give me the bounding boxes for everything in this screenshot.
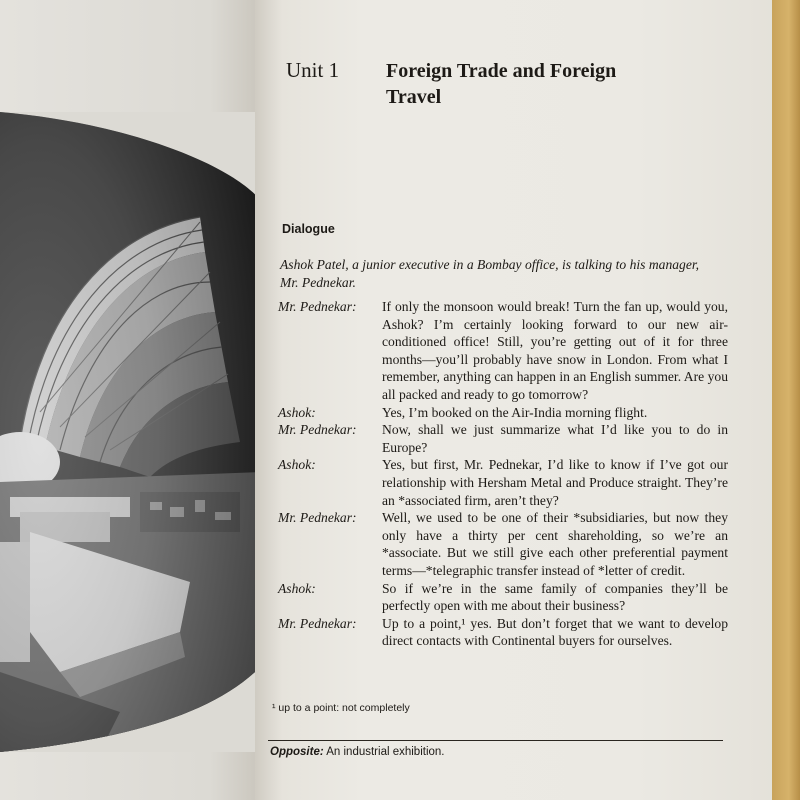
speaker: Ashok: <box>278 580 316 596</box>
unit-title: Foreign Trade and Foreign Travel <box>386 60 617 108</box>
speaker: Ashok: <box>278 457 316 473</box>
exhibition-hall-image <box>0 112 262 752</box>
speaker: Mr. Pednekar: <box>278 299 357 314</box>
intro-text: Ashok Patel, a junior executive in a Bombay office, is talking to his manager, Mr. Pednekar. <box>280 257 700 290</box>
speech: Yes, but first, Mr. Pednekar, I’d like to know if I’ve got our relationship with Hersham Metal and Produce straight. They’re an *associated firm, aren’t they? <box>382 457 728 508</box>
speech: If only the monsoon would break! Turn the fan up, would you, Ashok? I’m certainly looking forward to our new air-conditioned office! Still, you’re getting out of it for three months—you’ll probably have snow in London. From what I remember, anything can happen in an English summer. Are you all packed and ready to go tomorrow? <box>382 299 728 402</box>
dialogue <box>278 298 728 650</box>
speaker: Ashok: <box>278 404 316 420</box>
dialogue-line <box>278 298 728 404</box>
footnote: ¹ up to a point: not completely <box>272 702 410 714</box>
dialogue-line <box>278 456 728 509</box>
dialogue-line <box>278 615 728 650</box>
section-heading: Dialogue <box>282 222 335 236</box>
speech: Up to a point,¹ yes. But don’t forget that we want to develop direct contacts with Continental buyers for ourselves. <box>382 615 728 649</box>
speech: Now, shall we just summarize what I’d like you to do in Europe? <box>382 422 728 455</box>
caption-text: An industrial exhibition. <box>323 746 445 758</box>
speech: So if we’re in the same family of companies they’ll be perfectly open with me about their business? <box>382 580 728 614</box>
dialogue-line <box>278 404 728 422</box>
unit-number: Unit 1 <box>286 58 340 82</box>
speaker: Mr. Pednekar: <box>278 422 357 438</box>
dialogue-line <box>278 580 728 615</box>
speech: Well, we used to be one of their *subsidiaries, but now they only have a thirty per cent shareholding, so we’re an *associate. But we still give each other preferential payment terms—*telegraphic transfer instead of *letter of credit. <box>382 510 728 578</box>
exhibition-photo <box>0 112 262 752</box>
photo-caption <box>270 746 445 758</box>
speech: Yes, I’m booked on the Air-India morning flight. <box>382 404 648 420</box>
speaker: Mr. Pednekar: <box>278 615 357 631</box>
dialogue-line <box>278 421 728 456</box>
dialogue-line <box>278 509 728 579</box>
caption-divider <box>268 740 723 741</box>
page-edge <box>772 0 800 800</box>
speaker: Mr. Pednekar: <box>278 510 357 526</box>
caption-lead: Opposite: <box>270 746 324 758</box>
